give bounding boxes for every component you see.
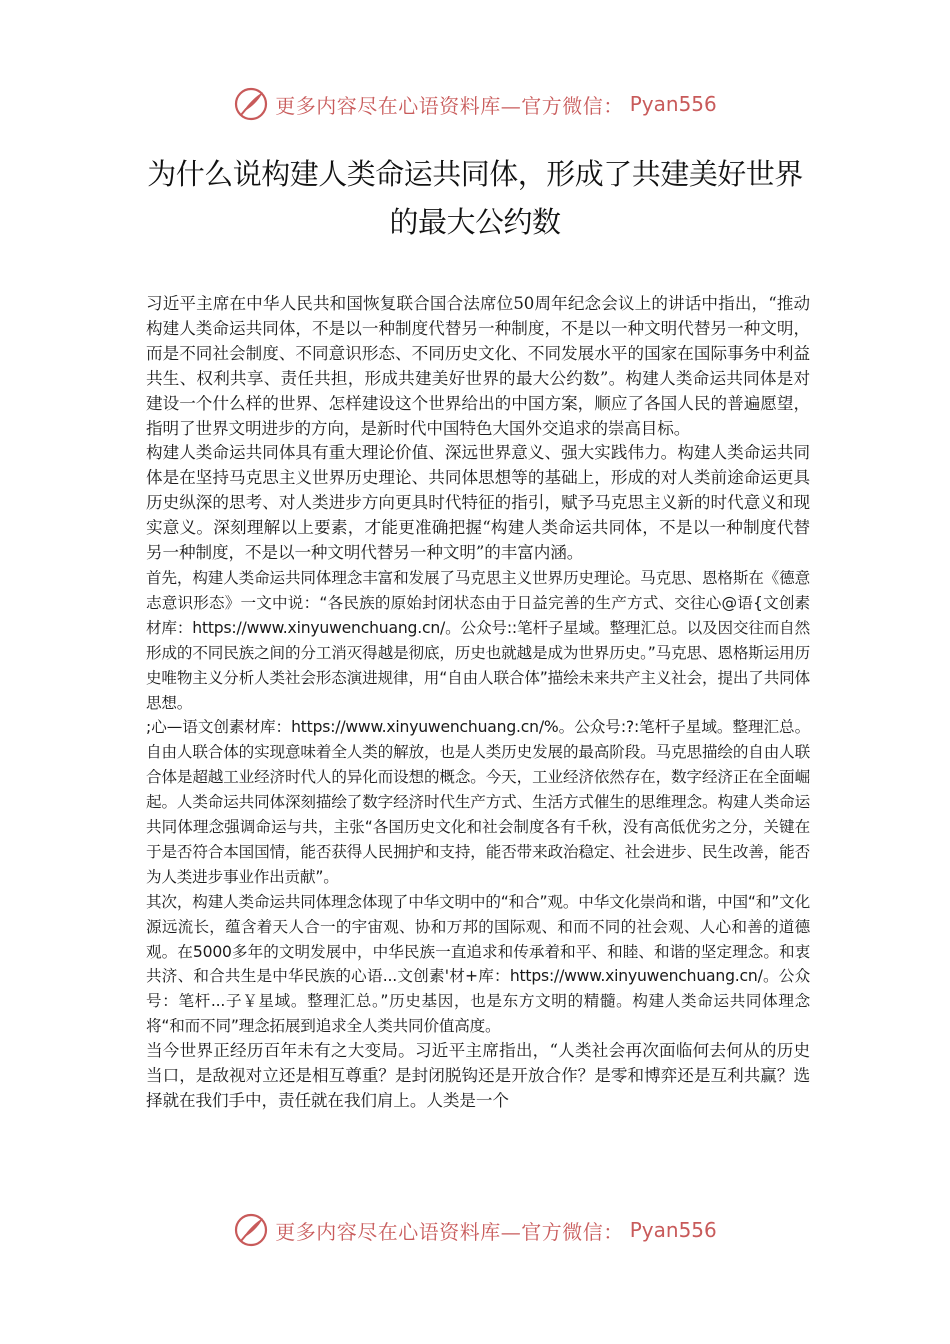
header-banner-inner [233,86,717,122]
quill-logo-icon [233,1212,269,1248]
header-banner-handle: Pyan556 [629,92,717,116]
paragraph-5: 其次，构建人类命运共同体理念体现了中华文明中的“和合”观。中华文化崇尚和谐，中国“和”文化源远流长，蕴含着天人合一的宇宙观、协和万邦的国际观、和而不同的社会观、人心和善的道德观。在5000多年的文明发展中，中华民族一直追求和传承着和平、和睦、和谐的坚定理念。和衷共济、和合共生是中华民族的心语...文创素'材+库：https://www.xinyuwenchuang.cn/。公众号：笔杆...子￥星域。整理汇总。”历史基因，也是东方文明的精髓。构建人类命运共同体理念将“和而不同”理念拓展到追求全人类共同价值高度。 [146,892,810,1036]
footer-banner [0,1210,950,1250]
quill-logo-icon [233,86,269,122]
document-body [146,292,810,1114]
header-banner-text: 更多内容尽在心语资料库—官方微信： [275,93,624,118]
footer-banner-text: 更多内容尽在心语资料库—官方微信： [275,1219,624,1244]
page-title-line-2: 的最大公约数 [389,205,561,239]
paragraph-2: 构建人类命运共同体具有重大理论价值、深远世界意义、强大实践伟力。构建人类命运共同体是在坚持马克思主义世界历史理论、共同体思想等的基础上，形成的对人类前途命运更具历史纵深的思考、对人类进步方向更具时代特征的指引，赋予马克思主义新的时代意义和现实意义。深刻理解以上要素，才能更准确把握“构建人类命运共同体，不是以一种制度代替另一种制度，不是以一种文明代替另一种文明”的丰富内涵。 [146,443,810,563]
paragraph-1: 习近平主席在中华人民共和国恢复联合国合法席位50周年纪念会议上的讲话中指出，“推动构建人类命运共同体，不是以一种制度代替另一种制度，不是以一种文明代替另一种文明，而是不同社会制度、不同意识形态、不同历史文化、不同发展水平的国家在国际事务中利益共生、权利共享、责任共担，形成共建美好世界的最大公约数”。构建人类命运共同体是对建设一个什么样的世界、怎样建设这个世界给出的中国方案，顺应了各国人民的普遍愿望，指明了世界文明进步的方向，是新时代中国特色大国外交追求的崇高目标。 [146,294,810,438]
paragraph-4: ;心—语文创素材库：https://www.xinyuwenchuang.cn/%。公众号:?:笔杆子星域。整理汇总。自由人联合体的实现意味着全人类的解放，也是人类历史发展的最高阶段。马克思描绘的自由人联合体是超越工业经济时代人的异化而设想的概念。今天，工业经济依然存在，数字经济正在全面崛起。人类命运共同体深刻描绘了数字经济时代生产方式、生活方式催生的思维理念。构建人类命运共同体理念强调命运与共，主张“各国历史文化和社会制度各有千秋，没有高低优劣之分，关键在于是否符合本国国情，能否获得人民拥护和支持，能否带来政治稳定、社会进步、民生改善，能否为人类进步事业作出贡献”。 [146,718,810,886]
header-banner [0,84,950,124]
page-title [120,150,830,246]
page-title-line-1: 为什么说构建人类命运共同体，形成了共建美好世界 [147,157,803,191]
paragraph-3: 首先，构建人类命运共同体理念丰富和发展了马克思主义世界历史理论。马克思、恩格斯在《德意志意识形态》一文中说：“各民族的原始封闭状态由于日益完善的生产方式、交往心@语{文创素材库：https://www.xinyuwenchuang.cn/。公众号::笔杆子星域。整理汇总。以及因交往而自然形成的不同民族之间的分工消灭得越是彻底，历史也就越是成为世界历史。”马克思、恩格斯运用历史唯物主义分析人类社会形态演进规律，用“自由人联合体”描绘未来共产主义社会，提出了共同体思想。 [146,568,810,712]
footer-banner-handle: Pyan556 [629,1218,717,1242]
paragraph-6: 当今世界正经历百年未有之大变局。习近平主席指出，“人类社会再次面临何去何从的历史当口，是敌视对立还是相互尊重？是封闭脱钩还是开放合作？是零和博弈还是互利共赢？选择就在我们手中，责任就在我们肩上。人类是一个 [146,1041,810,1110]
footer-banner-inner [233,1212,717,1248]
